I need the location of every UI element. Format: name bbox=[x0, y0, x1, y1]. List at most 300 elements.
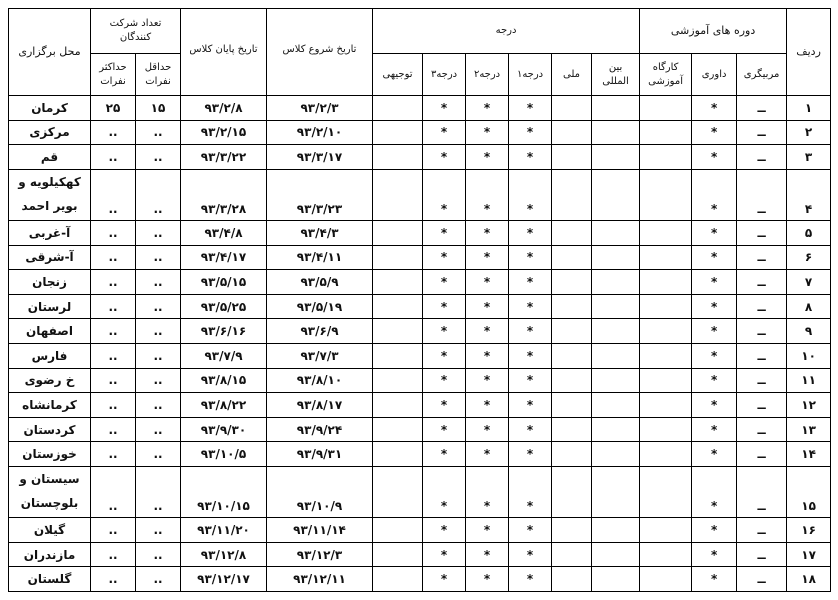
cell-min-people: .. bbox=[136, 442, 181, 467]
col-header-row-no: ردیف bbox=[787, 9, 831, 96]
cell-venue: کرمانشاه bbox=[9, 393, 91, 418]
cell-refereeing: * bbox=[692, 120, 737, 145]
table-row bbox=[9, 270, 831, 295]
cell-national bbox=[552, 417, 592, 442]
cell-start-date: ۹۳/۱۲/۱۱ bbox=[267, 567, 373, 592]
cell-international bbox=[592, 466, 640, 517]
cell-international bbox=[592, 542, 640, 567]
cell-min-people: .. bbox=[136, 145, 181, 170]
cell-coaching: ــ bbox=[737, 120, 787, 145]
cell-workshop bbox=[640, 270, 692, 295]
col-header-international: بین المللی bbox=[592, 54, 640, 96]
cell-national bbox=[552, 343, 592, 368]
cell-workshop bbox=[640, 417, 692, 442]
table-row bbox=[9, 319, 831, 344]
cell-start-date: ۹۳/۸/۱۷ bbox=[267, 393, 373, 418]
cell-briefing bbox=[373, 393, 423, 418]
cell-workshop bbox=[640, 518, 692, 543]
cell-briefing bbox=[373, 220, 423, 245]
cell-briefing bbox=[373, 567, 423, 592]
cell-refereeing: * bbox=[692, 343, 737, 368]
table-row bbox=[9, 368, 831, 393]
cell-min-people: .. bbox=[136, 120, 181, 145]
cell-max-people: .. bbox=[91, 169, 136, 220]
table-row bbox=[9, 518, 831, 543]
schedule-body bbox=[9, 96, 831, 592]
cell-international bbox=[592, 518, 640, 543]
cell-min-people: .. bbox=[136, 343, 181, 368]
table-row bbox=[9, 417, 831, 442]
cell-row-no: ۱۷ bbox=[787, 542, 831, 567]
cell-grade3: * bbox=[423, 270, 466, 295]
cell-venue: خوزستان bbox=[9, 442, 91, 467]
cell-end-date: ۹۳/۱۲/۸ bbox=[181, 542, 267, 567]
cell-venue: فارس bbox=[9, 343, 91, 368]
cell-venue: آ-شرقی bbox=[9, 245, 91, 270]
cell-min-people: ۱۵ bbox=[136, 96, 181, 121]
cell-international bbox=[592, 343, 640, 368]
cell-national bbox=[552, 393, 592, 418]
cell-workshop bbox=[640, 368, 692, 393]
cell-grade2: * bbox=[466, 294, 509, 319]
table-row bbox=[9, 393, 831, 418]
col-header-venue: محل برگزاری bbox=[9, 9, 91, 96]
cell-grade1: * bbox=[509, 393, 552, 418]
col-header-national: ملی bbox=[552, 54, 592, 96]
cell-grade2: * bbox=[466, 466, 509, 517]
cell-min-people: .. bbox=[136, 567, 181, 592]
cell-end-date: ۹۳/۲/۸ bbox=[181, 96, 267, 121]
col-header-grade3: درجه۳ bbox=[423, 54, 466, 96]
cell-workshop bbox=[640, 294, 692, 319]
cell-max-people: .. bbox=[91, 466, 136, 517]
table-row bbox=[9, 343, 831, 368]
cell-refereeing: * bbox=[692, 169, 737, 220]
cell-start-date: ۹۳/۲/۳ bbox=[267, 96, 373, 121]
cell-grade1: * bbox=[509, 245, 552, 270]
cell-international bbox=[592, 220, 640, 245]
cell-grade3: * bbox=[423, 442, 466, 467]
cell-row-no: ۱۵ bbox=[787, 466, 831, 517]
cell-workshop bbox=[640, 169, 692, 220]
cell-venue: گیلان bbox=[9, 518, 91, 543]
cell-workshop bbox=[640, 220, 692, 245]
cell-coaching: ــ bbox=[737, 245, 787, 270]
cell-row-no: ۱۳ bbox=[787, 417, 831, 442]
cell-min-people: .. bbox=[136, 417, 181, 442]
cell-grade2: * bbox=[466, 542, 509, 567]
cell-venue: کهکیلویه و بویر احمد bbox=[9, 169, 91, 220]
cell-venue: گلستان bbox=[9, 567, 91, 592]
cell-grade1: * bbox=[509, 169, 552, 220]
cell-max-people: .. bbox=[91, 220, 136, 245]
cell-row-no: ۴ bbox=[787, 169, 831, 220]
cell-workshop bbox=[640, 120, 692, 145]
cell-row-no: ۱۲ bbox=[787, 393, 831, 418]
cell-row-no: ۷ bbox=[787, 270, 831, 295]
col-header-start-date: تاریخ شروع کلاس bbox=[267, 9, 373, 96]
cell-max-people: .. bbox=[91, 368, 136, 393]
cell-coaching: ــ bbox=[737, 466, 787, 517]
cell-end-date: ۹۳/۹/۳۰ bbox=[181, 417, 267, 442]
cell-row-no: ۱۰ bbox=[787, 343, 831, 368]
cell-end-date: ۹۳/۴/۸ bbox=[181, 220, 267, 245]
cell-grade1: * bbox=[509, 220, 552, 245]
cell-national bbox=[552, 169, 592, 220]
cell-briefing bbox=[373, 96, 423, 121]
cell-end-date: ۹۳/۱۲/۱۷ bbox=[181, 567, 267, 592]
col-header-min-people: حداقل نفرات bbox=[136, 54, 181, 96]
cell-grade1: * bbox=[509, 270, 552, 295]
cell-start-date: ۹۳/۸/۱۰ bbox=[267, 368, 373, 393]
table-row bbox=[9, 145, 831, 170]
cell-workshop bbox=[640, 96, 692, 121]
cell-grade1: * bbox=[509, 120, 552, 145]
cell-end-date: ۹۳/۸/۲۲ bbox=[181, 393, 267, 418]
cell-row-no: ۱۶ bbox=[787, 518, 831, 543]
cell-end-date: ۹۳/۳/۲۸ bbox=[181, 169, 267, 220]
cell-international bbox=[592, 417, 640, 442]
cell-grade3: * bbox=[423, 417, 466, 442]
cell-venue: سیستان و بلوچستان bbox=[9, 466, 91, 517]
cell-refereeing: * bbox=[692, 567, 737, 592]
cell-end-date: ۹۳/۱۰/۱۵ bbox=[181, 466, 267, 517]
table-row bbox=[9, 220, 831, 245]
cell-max-people: .. bbox=[91, 343, 136, 368]
cell-national bbox=[552, 368, 592, 393]
cell-min-people: .. bbox=[136, 294, 181, 319]
cell-grade2: * bbox=[466, 145, 509, 170]
cell-min-people: .. bbox=[136, 542, 181, 567]
cell-coaching: ــ bbox=[737, 270, 787, 295]
cell-row-no: ۳ bbox=[787, 145, 831, 170]
cell-end-date: ۹۳/۱۱/۲۰ bbox=[181, 518, 267, 543]
cell-grade1: * bbox=[509, 567, 552, 592]
cell-coaching: ــ bbox=[737, 169, 787, 220]
cell-workshop bbox=[640, 393, 692, 418]
cell-international bbox=[592, 567, 640, 592]
cell-max-people: .. bbox=[91, 442, 136, 467]
cell-coaching: ــ bbox=[737, 96, 787, 121]
cell-venue: مازندران bbox=[9, 542, 91, 567]
cell-international bbox=[592, 245, 640, 270]
cell-min-people: .. bbox=[136, 319, 181, 344]
cell-max-people: ۲۵ bbox=[91, 96, 136, 121]
cell-grade3: * bbox=[423, 466, 466, 517]
cell-min-people: .. bbox=[136, 270, 181, 295]
cell-start-date: ۹۳/۹/۲۴ bbox=[267, 417, 373, 442]
cell-national bbox=[552, 518, 592, 543]
cell-grade2: * bbox=[466, 393, 509, 418]
col-group-courses: دوره های آموزشی bbox=[640, 9, 787, 54]
cell-grade1: * bbox=[509, 145, 552, 170]
table-row bbox=[9, 567, 831, 592]
cell-briefing bbox=[373, 145, 423, 170]
cell-max-people: .. bbox=[91, 319, 136, 344]
cell-start-date: ۹۳/۱۱/۱۴ bbox=[267, 518, 373, 543]
cell-refereeing: * bbox=[692, 542, 737, 567]
cell-row-no: ۶ bbox=[787, 245, 831, 270]
cell-briefing bbox=[373, 270, 423, 295]
table-row bbox=[9, 245, 831, 270]
table-row bbox=[9, 542, 831, 567]
cell-row-no: ۱ bbox=[787, 96, 831, 121]
cell-grade2: * bbox=[466, 319, 509, 344]
cell-briefing bbox=[373, 518, 423, 543]
cell-min-people: .. bbox=[136, 393, 181, 418]
cell-refereeing: * bbox=[692, 294, 737, 319]
cell-end-date: ۹۳/۳/۲۲ bbox=[181, 145, 267, 170]
cell-national bbox=[552, 145, 592, 170]
cell-grade2: * bbox=[466, 120, 509, 145]
cell-briefing bbox=[373, 343, 423, 368]
cell-briefing bbox=[373, 245, 423, 270]
table-row bbox=[9, 169, 831, 220]
cell-refereeing: * bbox=[692, 220, 737, 245]
table-row bbox=[9, 96, 831, 121]
cell-venue: کرمان bbox=[9, 96, 91, 121]
cell-grade1: * bbox=[509, 368, 552, 393]
cell-start-date: ۹۳/۱۲/۳ bbox=[267, 542, 373, 567]
header-row-sub bbox=[9, 54, 831, 96]
col-header-max-people: حداکثر نفرات bbox=[91, 54, 136, 96]
cell-grade2: * bbox=[466, 169, 509, 220]
cell-row-no: ۸ bbox=[787, 294, 831, 319]
cell-end-date: ۹۳/۱۰/۵ bbox=[181, 442, 267, 467]
cell-workshop bbox=[640, 567, 692, 592]
cell-grade3: * bbox=[423, 343, 466, 368]
cell-grade2: * bbox=[466, 343, 509, 368]
cell-briefing bbox=[373, 368, 423, 393]
cell-min-people: .. bbox=[136, 466, 181, 517]
cell-national bbox=[552, 96, 592, 121]
cell-workshop bbox=[640, 319, 692, 344]
cell-refereeing: * bbox=[692, 270, 737, 295]
cell-coaching: ــ bbox=[737, 145, 787, 170]
cell-grade1: * bbox=[509, 417, 552, 442]
cell-refereeing: * bbox=[692, 368, 737, 393]
cell-grade3: * bbox=[423, 368, 466, 393]
cell-international bbox=[592, 294, 640, 319]
cell-grade1: * bbox=[509, 294, 552, 319]
cell-row-no: ۱۴ bbox=[787, 442, 831, 467]
cell-max-people: .. bbox=[91, 120, 136, 145]
cell-grade2: * bbox=[466, 518, 509, 543]
cell-grade1: * bbox=[509, 442, 552, 467]
cell-grade1: * bbox=[509, 319, 552, 344]
schedule-table bbox=[8, 8, 831, 592]
cell-venue: قم bbox=[9, 145, 91, 170]
cell-international bbox=[592, 169, 640, 220]
cell-briefing bbox=[373, 417, 423, 442]
cell-grade1: * bbox=[509, 542, 552, 567]
cell-briefing bbox=[373, 466, 423, 517]
cell-grade2: * bbox=[466, 270, 509, 295]
cell-grade3: * bbox=[423, 145, 466, 170]
cell-grade3: * bbox=[423, 319, 466, 344]
cell-start-date: ۹۳/۷/۳ bbox=[267, 343, 373, 368]
cell-max-people: .. bbox=[91, 567, 136, 592]
cell-grade3: * bbox=[423, 96, 466, 121]
cell-grade2: * bbox=[466, 417, 509, 442]
cell-row-no: ۱۸ bbox=[787, 567, 831, 592]
cell-max-people: .. bbox=[91, 542, 136, 567]
cell-max-people: .. bbox=[91, 417, 136, 442]
cell-grade2: * bbox=[466, 567, 509, 592]
cell-start-date: ۹۳/۹/۳۱ bbox=[267, 442, 373, 467]
cell-end-date: ۹۳/۶/۱۶ bbox=[181, 319, 267, 344]
cell-coaching: ــ bbox=[737, 542, 787, 567]
col-header-refereeing: داوری bbox=[692, 54, 737, 96]
col-header-grade2: درجه۲ bbox=[466, 54, 509, 96]
cell-international bbox=[592, 270, 640, 295]
cell-venue: اصفهان bbox=[9, 319, 91, 344]
cell-coaching: ــ bbox=[737, 567, 787, 592]
cell-refereeing: * bbox=[692, 518, 737, 543]
cell-coaching: ــ bbox=[737, 319, 787, 344]
cell-end-date: ۹۳/۵/۱۵ bbox=[181, 270, 267, 295]
cell-workshop bbox=[640, 542, 692, 567]
cell-end-date: ۹۳/۴/۱۷ bbox=[181, 245, 267, 270]
table-row bbox=[9, 120, 831, 145]
cell-start-date: ۹۳/۶/۹ bbox=[267, 319, 373, 344]
cell-refereeing: * bbox=[692, 417, 737, 442]
cell-row-no: ۲ bbox=[787, 120, 831, 145]
cell-coaching: ــ bbox=[737, 442, 787, 467]
cell-grade3: * bbox=[423, 220, 466, 245]
cell-grade2: * bbox=[466, 220, 509, 245]
cell-workshop bbox=[640, 442, 692, 467]
cell-grade1: * bbox=[509, 343, 552, 368]
cell-grade3: * bbox=[423, 567, 466, 592]
col-header-coaching: مربیگری bbox=[737, 54, 787, 96]
header-row-top bbox=[9, 9, 831, 54]
cell-grade3: * bbox=[423, 518, 466, 543]
cell-venue: لرستان bbox=[9, 294, 91, 319]
cell-grade3: * bbox=[423, 169, 466, 220]
cell-national bbox=[552, 542, 592, 567]
cell-briefing bbox=[373, 120, 423, 145]
cell-min-people: .. bbox=[136, 245, 181, 270]
cell-max-people: .. bbox=[91, 518, 136, 543]
cell-refereeing: * bbox=[692, 466, 737, 517]
cell-briefing bbox=[373, 442, 423, 467]
cell-briefing bbox=[373, 294, 423, 319]
cell-start-date: ۹۳/۳/۲۳ bbox=[267, 169, 373, 220]
cell-national bbox=[552, 442, 592, 467]
cell-end-date: ۹۳/۵/۲۵ bbox=[181, 294, 267, 319]
cell-workshop bbox=[640, 245, 692, 270]
cell-workshop bbox=[640, 343, 692, 368]
cell-max-people: .. bbox=[91, 145, 136, 170]
col-header-grade1: درجه۱ bbox=[509, 54, 552, 96]
cell-max-people: .. bbox=[91, 245, 136, 270]
cell-grade1: * bbox=[509, 466, 552, 517]
cell-briefing bbox=[373, 169, 423, 220]
cell-workshop bbox=[640, 145, 692, 170]
cell-start-date: ۹۳/۳/۱۷ bbox=[267, 145, 373, 170]
cell-grade2: * bbox=[466, 368, 509, 393]
cell-national bbox=[552, 466, 592, 517]
cell-grade1: * bbox=[509, 96, 552, 121]
cell-row-no: ۹ bbox=[787, 319, 831, 344]
col-header-workshop: کارگاه آموزشی bbox=[640, 54, 692, 96]
cell-row-no: ۵ bbox=[787, 220, 831, 245]
cell-international bbox=[592, 319, 640, 344]
cell-venue: مرکزی bbox=[9, 120, 91, 145]
cell-briefing bbox=[373, 319, 423, 344]
cell-start-date: ۹۳/۵/۱۹ bbox=[267, 294, 373, 319]
cell-briefing bbox=[373, 542, 423, 567]
cell-start-date: ۹۳/۴/۱۱ bbox=[267, 245, 373, 270]
cell-coaching: ــ bbox=[737, 343, 787, 368]
cell-min-people: .. bbox=[136, 368, 181, 393]
col-group-participants: تعداد شرکت کنندگان bbox=[91, 9, 181, 54]
cell-national bbox=[552, 220, 592, 245]
cell-national bbox=[552, 319, 592, 344]
cell-coaching: ــ bbox=[737, 220, 787, 245]
cell-refereeing: * bbox=[692, 319, 737, 344]
cell-international bbox=[592, 442, 640, 467]
cell-end-date: ۹۳/۸/۱۵ bbox=[181, 368, 267, 393]
cell-coaching: ــ bbox=[737, 518, 787, 543]
cell-international bbox=[592, 96, 640, 121]
cell-national bbox=[552, 245, 592, 270]
cell-min-people: .. bbox=[136, 518, 181, 543]
cell-start-date: ۹۳/۲/۱۰ bbox=[267, 120, 373, 145]
table-row bbox=[9, 294, 831, 319]
cell-international bbox=[592, 145, 640, 170]
cell-grade2: * bbox=[466, 245, 509, 270]
table-row bbox=[9, 466, 831, 517]
cell-end-date: ۹۳/۲/۱۵ bbox=[181, 120, 267, 145]
cell-venue: خ رضوی bbox=[9, 368, 91, 393]
col-group-grade: درجه bbox=[373, 9, 640, 54]
cell-grade2: * bbox=[466, 96, 509, 121]
cell-row-no: ۱۱ bbox=[787, 368, 831, 393]
cell-max-people: .. bbox=[91, 393, 136, 418]
cell-grade3: * bbox=[423, 120, 466, 145]
cell-grade3: * bbox=[423, 542, 466, 567]
cell-coaching: ــ bbox=[737, 417, 787, 442]
cell-international bbox=[592, 368, 640, 393]
cell-grade3: * bbox=[423, 393, 466, 418]
cell-venue: کردستان bbox=[9, 417, 91, 442]
cell-national bbox=[552, 567, 592, 592]
cell-venue: آ-غربی bbox=[9, 220, 91, 245]
cell-international bbox=[592, 120, 640, 145]
cell-grade2: * bbox=[466, 442, 509, 467]
cell-refereeing: * bbox=[692, 96, 737, 121]
cell-grade3: * bbox=[423, 294, 466, 319]
cell-refereeing: * bbox=[692, 393, 737, 418]
cell-national bbox=[552, 270, 592, 295]
cell-grade1: * bbox=[509, 518, 552, 543]
cell-start-date: ۹۳/۴/۳ bbox=[267, 220, 373, 245]
cell-national bbox=[552, 120, 592, 145]
cell-start-date: ۹۳/۱۰/۹ bbox=[267, 466, 373, 517]
cell-coaching: ــ bbox=[737, 393, 787, 418]
cell-refereeing: * bbox=[692, 245, 737, 270]
cell-workshop bbox=[640, 466, 692, 517]
cell-international bbox=[592, 393, 640, 418]
cell-refereeing: * bbox=[692, 442, 737, 467]
col-header-end-date: تاریخ پایان کلاس bbox=[181, 9, 267, 96]
col-header-briefing: توجیهی bbox=[373, 54, 423, 96]
cell-max-people: .. bbox=[91, 270, 136, 295]
table-row bbox=[9, 442, 831, 467]
cell-venue: زنجان bbox=[9, 270, 91, 295]
